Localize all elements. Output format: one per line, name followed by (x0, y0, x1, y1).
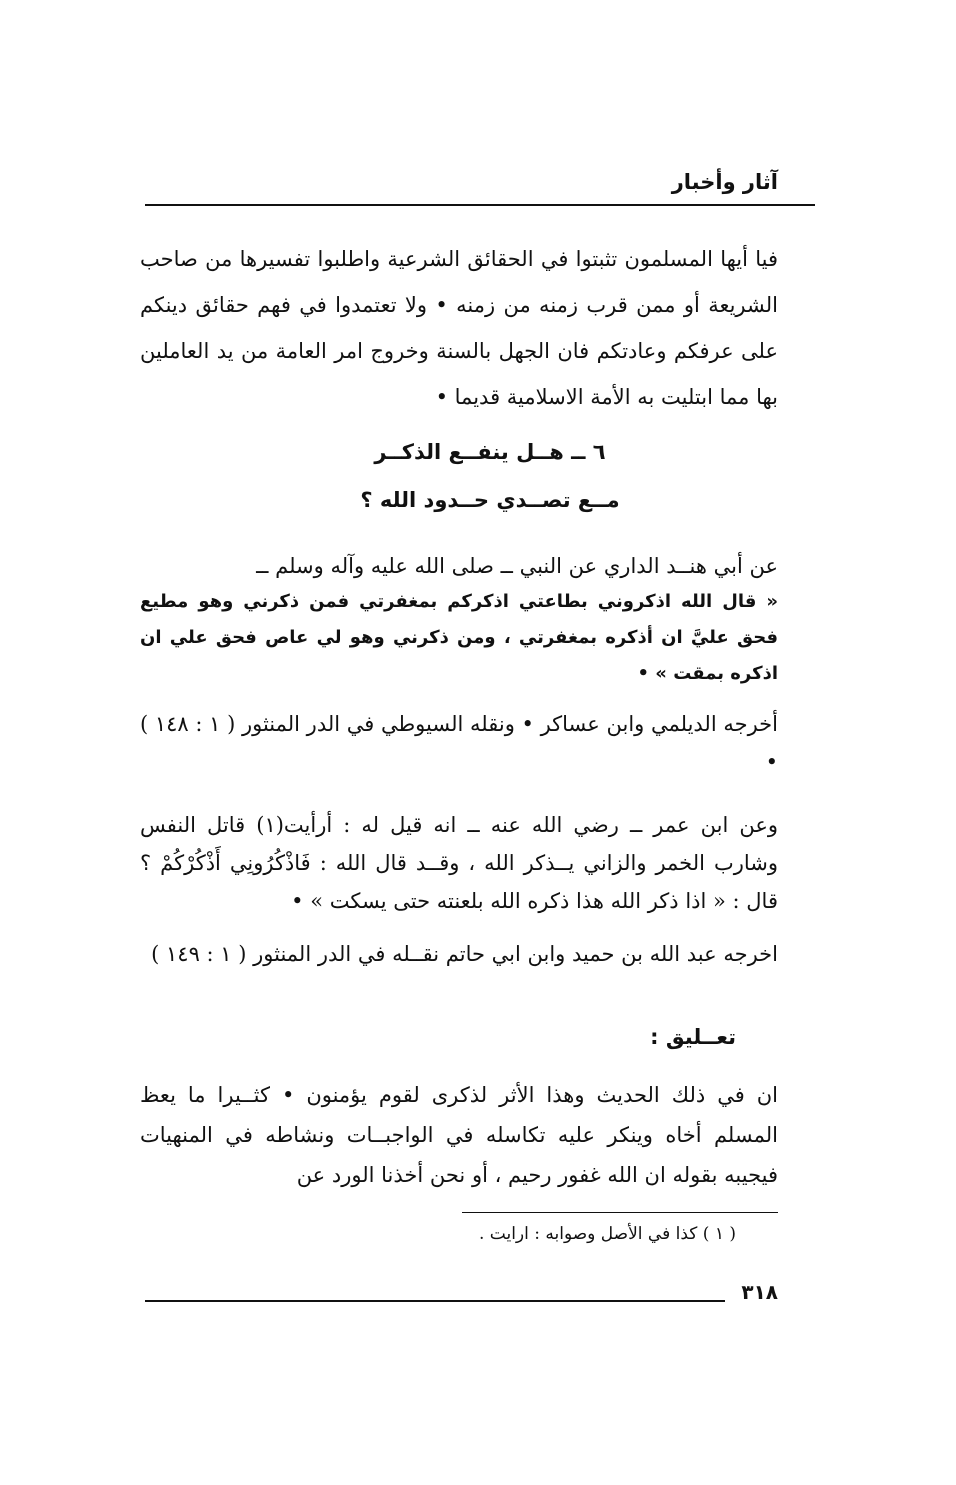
narration-paragraph-2 (140, 806, 778, 920)
commentary-text: ان في ذلك الحديث وهذا الأثر لذكرى لقوم يؤمنون • كثــيرا ما يعظ المسلم أخاه وينكر عليه تكاسله في الواجبــات ونشاطه في المنهيات فيجيبه بقوله ان الله غفور رحيم ، أو نحن أخذنا الورد عن (140, 1083, 778, 1187)
commentary-paragraph (140, 1075, 778, 1195)
intro-paragraph (140, 236, 778, 420)
hadith-block (140, 548, 778, 692)
source-paragraph-2 (140, 935, 778, 973)
intro-text: فيا أيها المسلمون تثبتوا في الحقائق الشرعية واطلبوا تفسيرها من صاحب الشريعة أو ممن قرب زمنه من زمنه • ولا تعتمدوا في فهم حقائق دينكم على عرفكم وعادتكم فان الجهل بالسنة وخروج امر العامة من يد العاملين بها مما ابتليت به الأمة الاسلامية قديما • (140, 247, 778, 409)
footnote-rule (462, 1212, 778, 1213)
section-title-line1: ٦ ــ هــل ينفــع الذكــر (374, 440, 606, 464)
hadith-narration: عن أبي هنــد الداري عن النبي ــ صلى الله عليه وآله وسلم ــ (256, 554, 778, 578)
page-number: ٣١٨ (741, 1280, 778, 1304)
narration-2-text: وعن ابن عمر ــ رضي الله عنه ــ انه قيل له : أرأيت(١) قاتل النفس وشارب الخمر والزاني يــذكر الله ، وقــد قال الله : فَاذْكُرُونِي أَذْكُرْكُمْ ؟ قال : « اذا ذكر الله هذا ذكره الله بلعنته حتى يسكت » • (140, 813, 778, 913)
source-1-text: أخرجه الديلمي وابن عساكر • ونقله السيوطي في الدر المنثور ( ١ : ١٤٨ ) • (139, 712, 778, 774)
source-paragraph-1 (140, 705, 778, 781)
running-title: آثار وأخبار (671, 170, 778, 194)
source-2-text: اخرجه عبد الله بن حميد وابن ابي حاتم نقــله في الدر المنثور ( ١ : ١٤٩ ) (151, 942, 778, 966)
header-rule (145, 204, 815, 206)
hadith-text: « قال الله اذكروني بطاعتي اذكركم بمغفرتي فمن ذكرني وهو مطيع فحق عليَّ ان أذكره بمغفرتي ، ومن ذكرني وهو لي عاص فحق علي ان اذكره بمقت » • (140, 591, 778, 684)
section-title-line2: مــع تصــدي حــدود الله ؟ (360, 488, 620, 512)
commentary-heading: تعــليق : (650, 1025, 736, 1049)
footer-rule (145, 1300, 725, 1302)
footnote: ( ١ ) كذا في الأصل وصوابه : ارايت . (478, 1224, 736, 1244)
